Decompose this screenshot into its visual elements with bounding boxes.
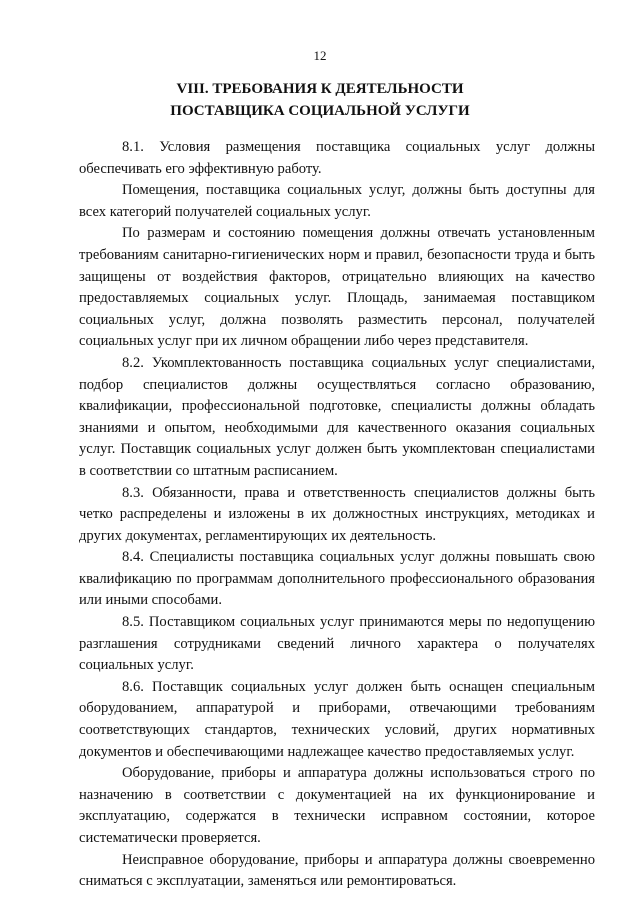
section-title — [0, 78, 640, 122]
page-number: 12 — [313, 48, 327, 63]
paragraph-8-3: 8.3. Обязанности, права и ответственность специалистов должны быть четко распределены и изложены в их должностных инструкциях, методиках и других документах, регламентирующих их деятельность. — [79, 484, 595, 544]
document-body — [79, 137, 595, 893]
paragraph-8-6: 8.6. Поставщик социальных услуг должен быть оснащен специальным оборудованием, аппаратурой и приборами, отвечающими требованиям соответствующих стандартов, технических условий, других нормативных документов и обеспечивающими надлежащее качество предоставляемых услуг. — [79, 678, 595, 760]
paragraph-8-1: 8.1. Условия размещения поставщика социальных услуг должны обеспечивать его эффективную работу. — [79, 139, 595, 177]
paragraph-premises-requirements: По размерам и состоянию помещения должны отвечать установленным требованиям санитарно-гигиенических норм и правил, безопасности труда и быть защищены от воздействия факторов, отрицательно влияющих на качество предоставляемых социальных услуг. Площадь, занимаемая поставщиком социальных услуг, должна позволять разместить персонал, получателей социальных услуг при их личном обращении либо через представителя. — [79, 225, 595, 350]
paragraph-faulty-equipment: Неисправное оборудование, приборы и аппаратура должны своевременно сниматься с эксплуатации, заменяться или ремонтироваться. — [79, 851, 595, 890]
paragraph-premises-access: Помещения, поставщика социальных услуг, должны быть доступны для всех категорий получателей социальных услуг. — [79, 182, 595, 220]
paragraph-8-4: 8.4. Специалисты поставщика социальных услуг должны повышать свою квалификацию по программам дополнительного профессионального образования или иными способами. — [79, 549, 595, 609]
paragraph-8-5: 8.5. Поставщиком социальных услуг принимаются меры по недопущению разглашения сотрудниками сведений личного характера о получателях социальных услуг. — [79, 614, 595, 674]
section-title-line-2: ПОСТАВЩИКА СОЦИАЛЬНОЙ УСЛУГИ — [170, 103, 470, 119]
section-title-line-1: VIII. ТРЕБОВАНИЯ К ДЕЯТЕЛЬНОСТИ — [176, 81, 464, 97]
paragraph-equipment-usage: Оборудование, приборы и аппаратура должны использоваться строго по назначению в соответствии с документацией на их функционирование и эксплуатацию, содержатся в технически исправном состоянии, которое систематически проверяется. — [79, 765, 595, 846]
paragraph-8-2: 8.2. Укомплектованность поставщика социальных услуг специалистами, подбор специалистов должны осуществляться согласно образованию, квалификации, профессиональной подготовке, специалисты должны обладать знаниями и опытом, необходимыми для качественного оказания социальных услуг. Поставщик социальных услуг должен быть укомплектован специалистами в соответствии со штатным расписанием. — [79, 354, 595, 479]
